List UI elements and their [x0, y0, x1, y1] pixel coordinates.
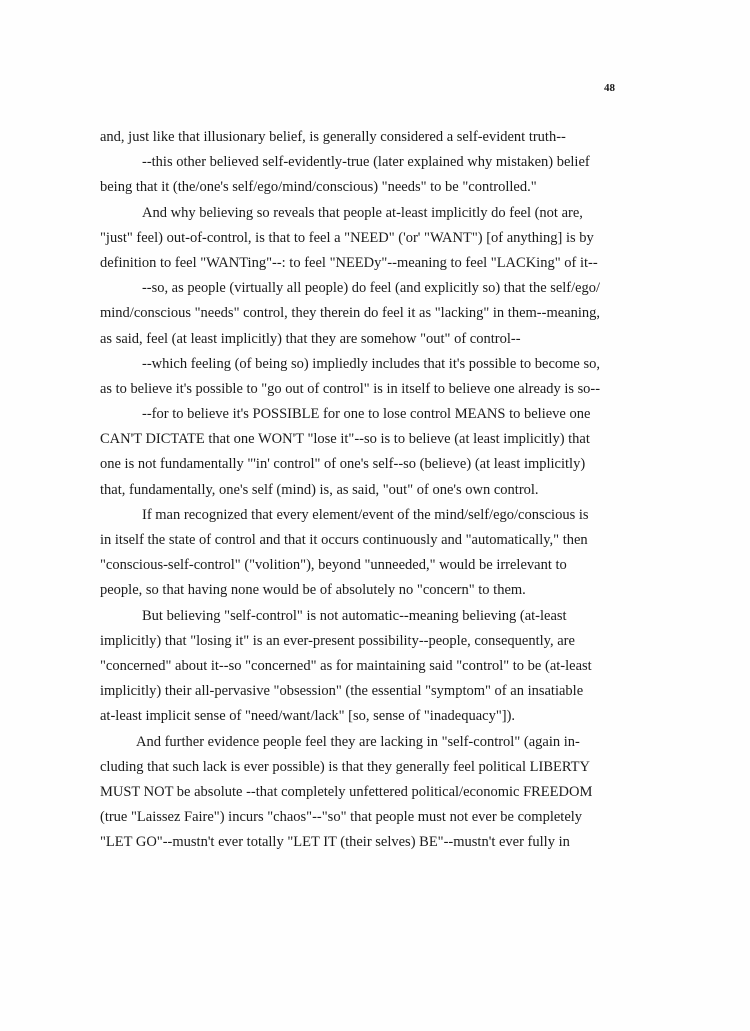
text-line: "conscious-self-control" ("volition"), beyond "unneeded," would be irrelevant to [100, 557, 567, 574]
text-line: one is not fundamentally "'in' control" of one's self--so (believe) (at least implicitly) [100, 456, 586, 473]
text-line: But believing "self-control" is not automatic--meaning believing (at-least [142, 607, 567, 624]
text-line: definition to feel "WANTing"--: to feel "NEEDy"--meaning to feel "LACKing" of it-- [100, 254, 598, 271]
text-line: as to believe it's possible to "go out of control" is in itself to believe one already is so-- [100, 380, 600, 397]
text-line: at-least implicit sense of "need/want/lack" [so, sense of "inadequacy"]). [100, 708, 516, 725]
text-line: --for to believe it's POSSIBLE for one to lose control MEANS to believe one [142, 406, 591, 423]
text-line: mind/conscious "needs" control, they therein do feel it as "lacking" in them--meaning, [100, 305, 600, 322]
text-line: And why believing so reveals that people at-least implicitly do feel (not are, [142, 204, 583, 221]
text-line: cluding that such lack is ever possible) is that they generally feel political LIBERTY [100, 758, 590, 775]
text-line: And further evidence people feel they are lacking in "self-control" (again in- [136, 733, 580, 750]
text-line: "just" feel) out-of-control, is that to feel a "NEED" ('or' "WANT") [of anything] is by [100, 229, 594, 246]
text-line: CAN'T DICTATE that one WON'T "lose it"--so is to believe (at least implicitly) that [100, 431, 590, 448]
text-line: --which feeling (of being so) impliedly includes that it's possible to become so, [142, 355, 600, 372]
text-line: If man recognized that every element/event of the mind/self/ego/conscious is [142, 506, 589, 523]
text-line: --so, as people (virtually all people) do feel (and explicitly so) that the self/ego/ [142, 280, 600, 297]
text-line: people, so that having none would be of absolutely no "concern" to them. [100, 582, 526, 599]
text-line: --this other believed self-evidently-true (later explained why mistaken) belief [142, 154, 590, 171]
text-line: being that it (the/one's self/ego/mind/conscious) "needs" to be "controlled." [100, 179, 537, 196]
text-line: "LET GO"--mustn't ever totally "LET IT (their selves) BE"--mustn't ever fully in [100, 834, 570, 851]
text-line: as said, feel (at least implicitly) that they are somehow "out" of control-- [100, 330, 521, 347]
text-line: in itself the state of control and that it occurs continuously and "automatically," then [100, 532, 588, 548]
text-line: MUST NOT be absolute --that completely unfettered political/economic FREEDOM [100, 783, 593, 800]
text-line: and, just like that illusionary belief, is generally considered a self-evident truth-- [100, 129, 566, 145]
text-line: implicitly) that "losing it" is an ever-present possibility--people, consequently, are [100, 632, 575, 649]
text-line: that, fundamentally, one's self (mind) is, as said, "out" of one's own control. [100, 481, 539, 498]
page-number: 48 [604, 82, 615, 94]
text-line: implicitly) their all-pervasive "obsession" (the essential "symptom" of an insatiable [100, 683, 584, 700]
page-body [100, 125, 600, 855]
text-line: (true "Laissez Faire") incurs "chaos"--"so" that people must not ever be completely [100, 809, 583, 826]
text-line: "concerned" about it--so "concerned" as for maintaining said "control" to be (at-least [100, 657, 592, 674]
